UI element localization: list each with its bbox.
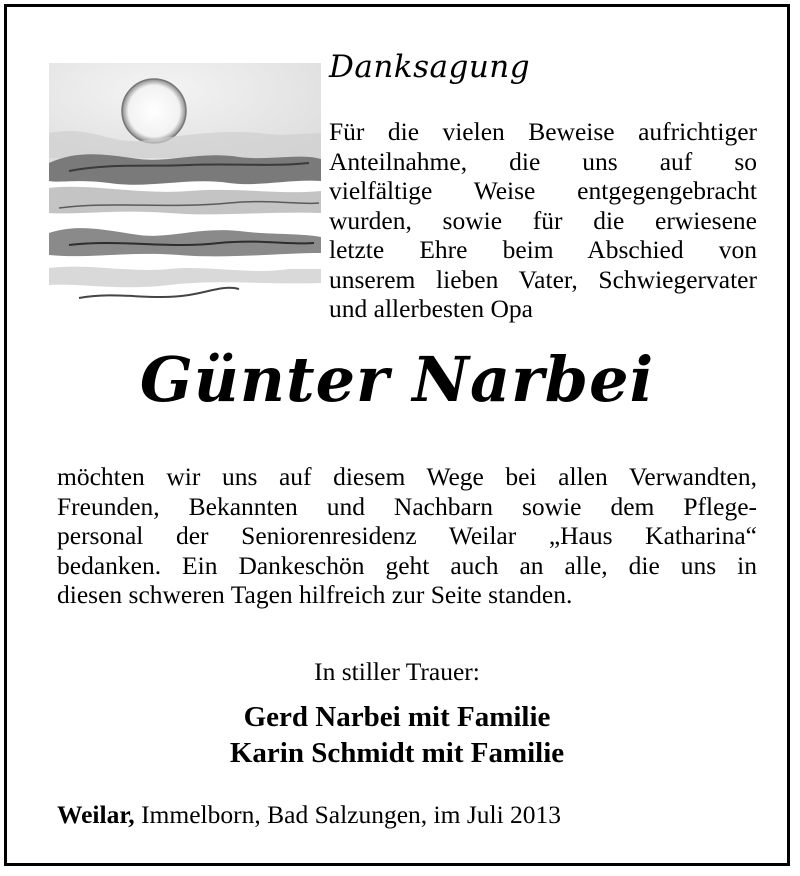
- place-bold: Weilar,: [57, 800, 135, 829]
- family-name: Karin Schmidt mit Familie: [229, 737, 565, 769]
- intro-line: wurden, sowie für die erwiesene: [329, 205, 757, 235]
- family-signatures: [7, 699, 787, 771]
- moon-landscape-illustration: [49, 63, 321, 331]
- place-date-line: [57, 800, 561, 830]
- body-line: bedanken. Ein Dankeschön geht auch an alle, die uns in: [57, 550, 757, 580]
- intro-line: Anteilnahme, die uns auf so: [329, 146, 757, 176]
- body-paragraph: [57, 462, 757, 610]
- body-line: diesen schweren Tagen hilfreich zur Seite standen.: [57, 580, 573, 609]
- deceased-name: Günter Narbei: [139, 343, 655, 416]
- body-line: möchten wir uns auf diesem Wege bei allen Verwandten,: [57, 462, 757, 491]
- body-line: Freunden, Bekannten und Nachbarn sowie dem Pflege-: [57, 491, 757, 521]
- intro-line: unserem lieben Vater, Schwiegervater: [329, 264, 757, 294]
- intro-line: letzte Ehre beim Abschied von: [329, 235, 757, 264]
- notice-frame: [4, 4, 790, 866]
- body-line: personal der Seniorenresidenz Weilar „Haus Katharina“: [57, 521, 757, 550]
- heading-danksagung: Danksagung: [329, 49, 531, 85]
- intro-paragraph: [329, 117, 757, 324]
- family-name: Gerd Narbei mit Familie: [243, 701, 551, 733]
- intro-line: Für die vielen Beweise aufrichtiger: [329, 117, 757, 146]
- intro-line: vielfältige Weise entgegengebracht: [329, 176, 757, 205]
- place-rest: Immelborn, Bad Salzungen, im Juli 2013: [134, 800, 562, 829]
- intro-line: und allerbesten Opa: [329, 294, 533, 323]
- mourning-line: In stiller Trauer:: [314, 657, 480, 686]
